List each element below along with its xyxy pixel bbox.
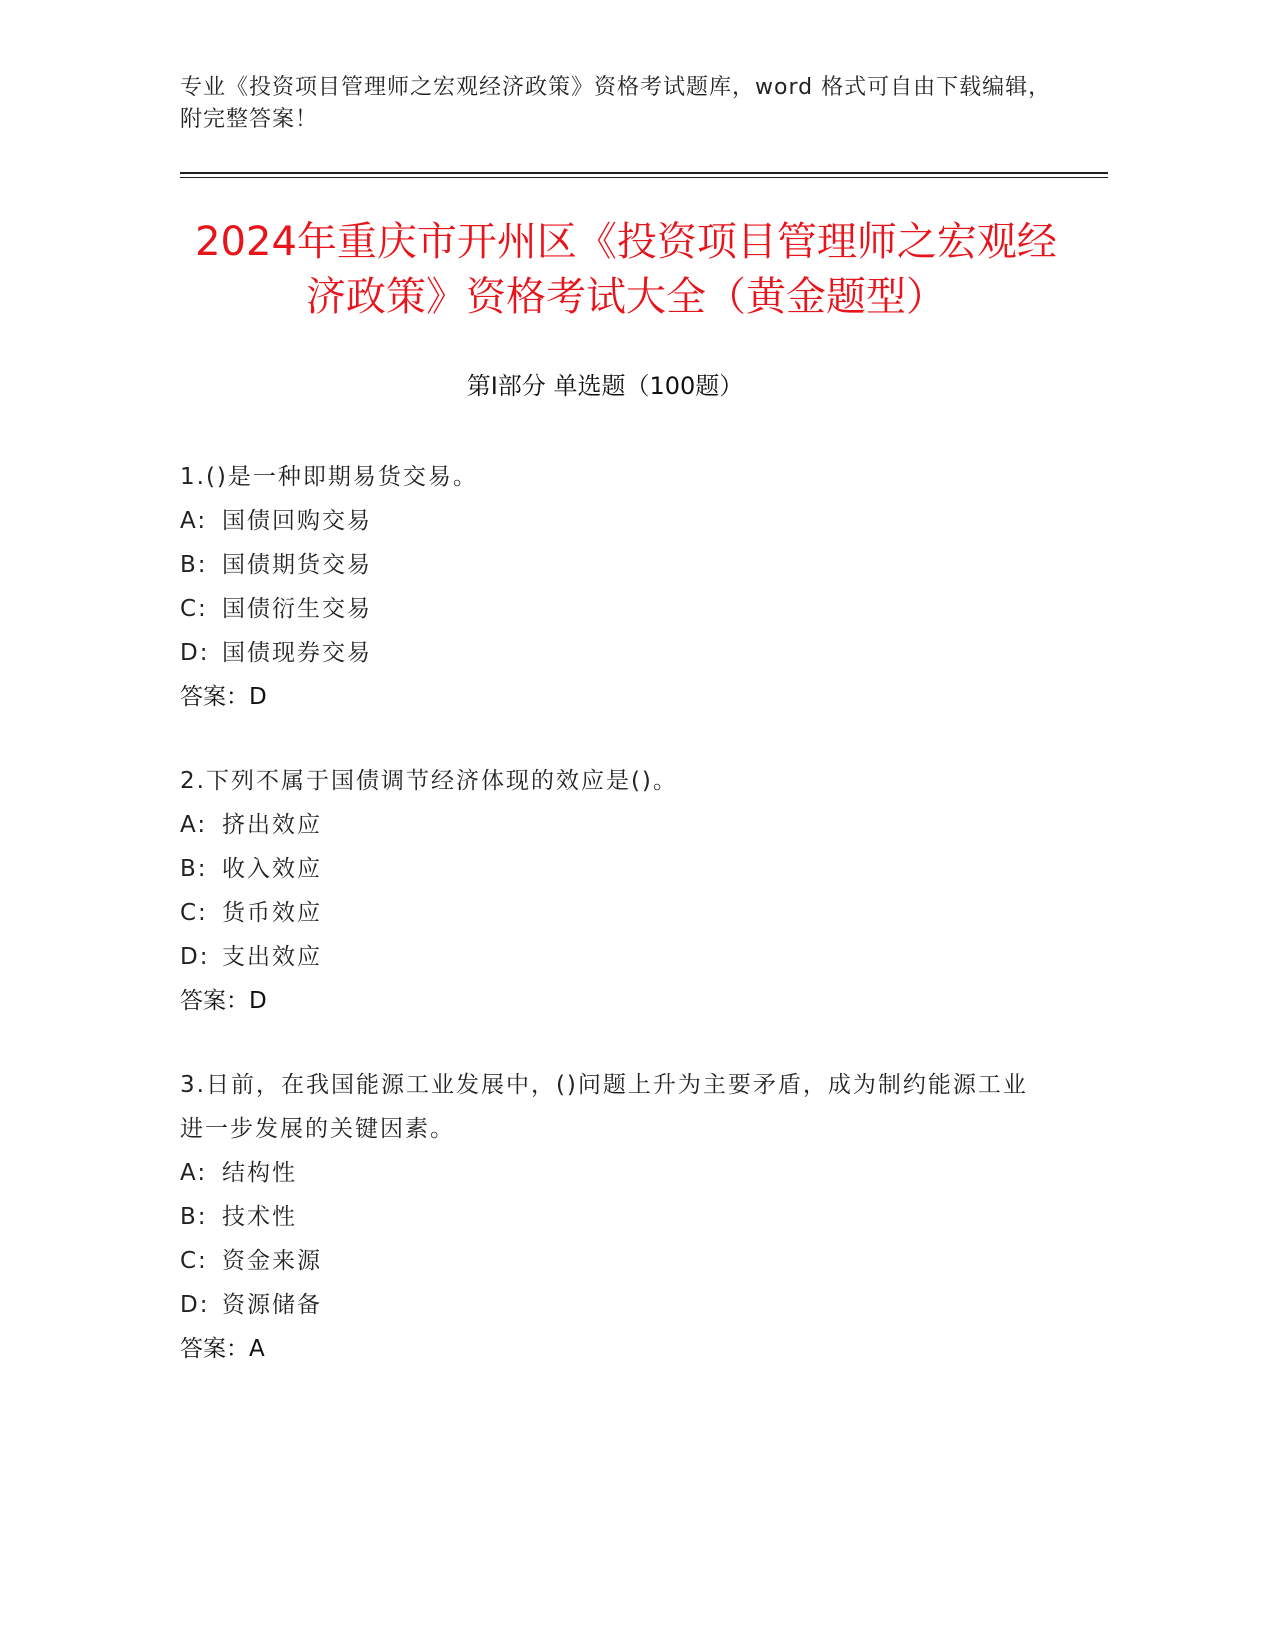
question-1 — [180, 455, 1040, 719]
option-c — [180, 1239, 1040, 1283]
option-letter: D: — [180, 1292, 210, 1318]
option-letter: A: — [180, 812, 208, 838]
option-letter: C: — [180, 900, 208, 926]
option-letter: B: — [180, 552, 208, 578]
question-2 — [180, 759, 1040, 1023]
question-3 — [180, 1063, 1040, 1371]
option-text: 国债衍生交易 — [222, 596, 372, 622]
question-stem: 3.日前，在我国能源工业发展中，()问题上升为主要矛盾，成为制约能源工业进一步发展的关键因素。 — [180, 1072, 1028, 1142]
option-text: 支出效应 — [222, 944, 322, 970]
option-letter: D: — [180, 640, 210, 666]
option-a — [180, 499, 1040, 543]
option-text: 国债现券交易 — [222, 640, 372, 666]
option-text: 国债回购交易 — [222, 508, 372, 534]
option-d — [180, 935, 1040, 979]
header-divider-thin — [180, 177, 1108, 178]
option-d — [180, 631, 1040, 675]
option-text: 技术性 — [222, 1204, 297, 1230]
option-text: 收入效应 — [222, 856, 322, 882]
option-a — [180, 803, 1040, 847]
option-c — [180, 587, 1040, 631]
option-text: 国债期货交易 — [222, 552, 372, 578]
option-b — [180, 847, 1040, 891]
option-b — [180, 1195, 1040, 1239]
option-a — [180, 1151, 1040, 1195]
option-b — [180, 543, 1040, 587]
option-d — [180, 1283, 1040, 1327]
option-letter: B: — [180, 856, 208, 882]
option-text: 资源储备 — [222, 1292, 322, 1318]
option-letter: A: — [180, 508, 208, 534]
question-stem: 2.下列不属于国债调节经济体现的效应是()。 — [180, 768, 678, 794]
option-text: 货币效应 — [222, 900, 322, 926]
option-letter: B: — [180, 1204, 208, 1230]
answer: 答案：A — [180, 1336, 265, 1362]
option-letter: D: — [180, 944, 210, 970]
option-text: 结构性 — [222, 1160, 297, 1186]
option-letter: C: — [180, 596, 208, 622]
document-title: 2024年重庆市开州区《投资项目管理师之宏观经济政策》资格考试大全（黄金题型） — [195, 219, 1057, 320]
option-c — [180, 891, 1040, 935]
option-text: 资金来源 — [222, 1248, 322, 1274]
answer: 答案：D — [180, 988, 267, 1014]
question-stem: 1.()是一种即期易货交易。 — [180, 464, 478, 490]
question-list — [180, 455, 1040, 1411]
section-title: 第Ⅰ部分 单选题（100题） — [466, 372, 744, 400]
header-note: 专业《投资项目管理师之宏观经济政策》资格考试题库，word 格式可自由下载编辑，附完整答案！ — [180, 75, 1052, 132]
answer: 答案：D — [180, 684, 267, 710]
header-divider-thick — [180, 172, 1108, 174]
option-text: 挤出效应 — [222, 812, 322, 838]
option-letter: C: — [180, 1248, 208, 1274]
option-letter: A: — [180, 1160, 208, 1186]
